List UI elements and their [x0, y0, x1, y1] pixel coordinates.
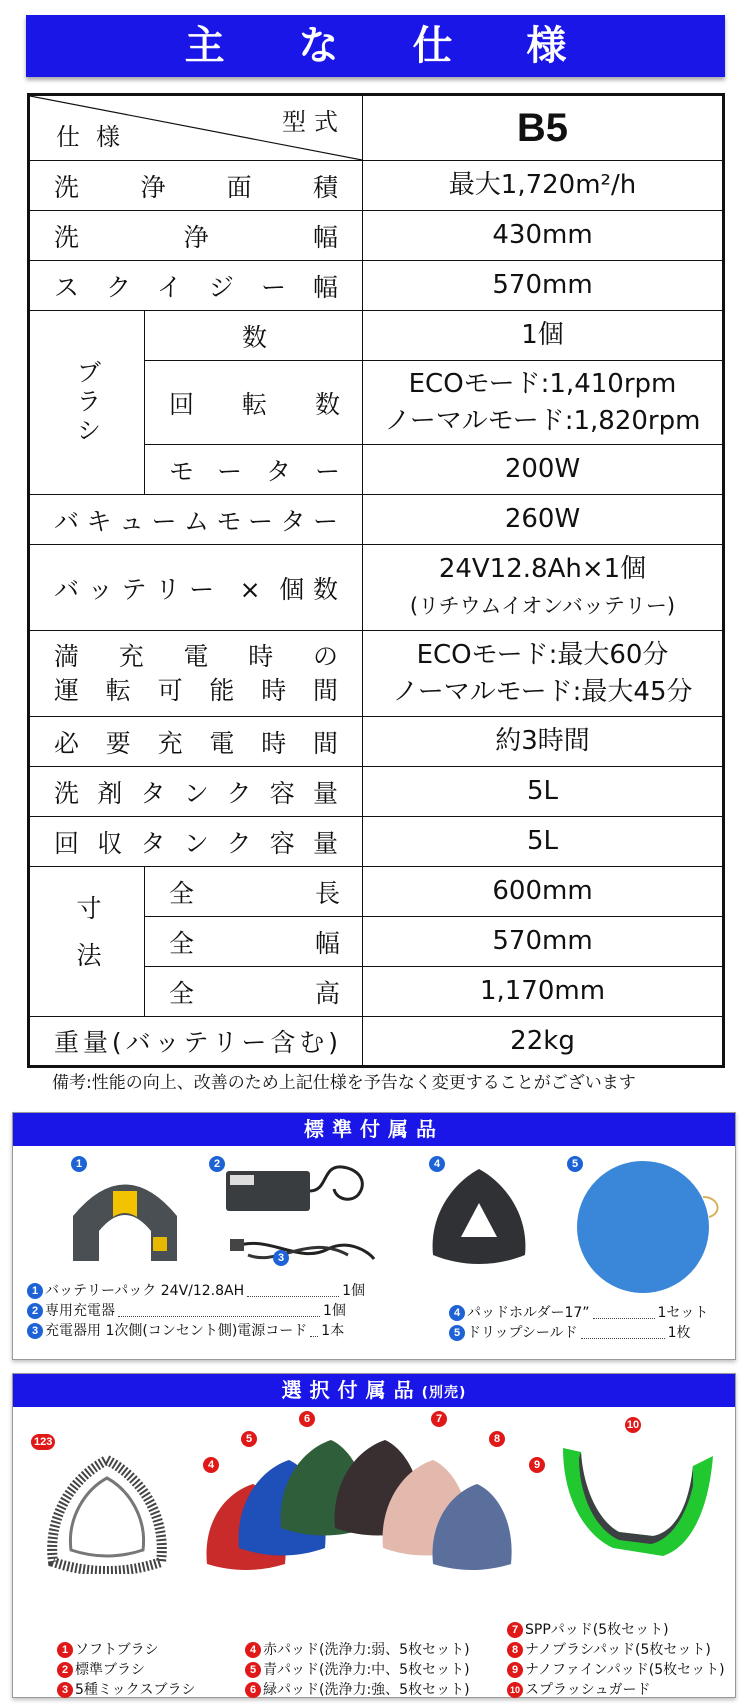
item-name: 赤パッド(洗浄力:弱、5枚セット): [263, 1642, 470, 1658]
row-label-length: 全長: [145, 867, 363, 917]
marker-3: 3: [273, 1250, 289, 1266]
row-label-vacuum: バキュームモーター: [29, 495, 363, 545]
standard-list-left: [27, 1281, 387, 1341]
item-number: 5: [449, 1325, 465, 1341]
spec-header-row: [29, 95, 724, 161]
row-value-vacuum: 260W: [363, 495, 724, 545]
brush-image: [43, 1454, 171, 1574]
leader-dots: [118, 1305, 320, 1317]
table-row: [29, 261, 724, 311]
item-number: 6: [245, 1682, 261, 1698]
table-row: [29, 1017, 724, 1067]
table-row: [29, 717, 724, 767]
spec-header-cell: [29, 95, 363, 161]
row-label-height: 全高: [145, 967, 363, 1017]
item-number: 1: [57, 1642, 73, 1658]
list-item: [27, 1281, 387, 1301]
item-number: 4: [449, 1305, 465, 1321]
row-value-detergent: 5L: [363, 767, 724, 817]
item-qty: 1個: [342, 1283, 366, 1299]
standard-accessories-banner: 標準付属品: [13, 1113, 735, 1146]
leader-dots: [593, 1307, 655, 1319]
list-item: [507, 1620, 725, 1640]
row-value-charge: 約3時間: [363, 717, 724, 767]
item-name: ソフトブラシ: [75, 1642, 159, 1658]
row-label-area: 洗浄面積: [29, 161, 363, 211]
main-title-banner: 主 な 仕 様: [26, 15, 725, 77]
item-name: 緑パッド(洗浄力:強、5枚セット): [263, 1682, 470, 1698]
list-item: [449, 1303, 719, 1323]
optional-list-col-3: [507, 1620, 725, 1700]
optional-accessories-banner: [13, 1374, 735, 1407]
list-item: [507, 1660, 725, 1680]
item-number: 2: [27, 1303, 43, 1319]
table-row: [29, 311, 724, 361]
marker-5: 5: [567, 1156, 583, 1172]
row-label-battery: バッテリー × 個数: [29, 545, 363, 631]
list-item: [57, 1680, 196, 1700]
row-value-length: 600mm: [363, 867, 724, 917]
item-number: 4: [245, 1642, 261, 1658]
group-label-dimensions: 寸法: [29, 867, 145, 1017]
item-qty: 1セット: [657, 1305, 709, 1321]
charger-image: [218, 1161, 378, 1225]
pad-holder-image: [425, 1163, 533, 1271]
row-value-area: 最大1,720m²/h: [363, 161, 724, 211]
power-cord-image: [228, 1225, 378, 1275]
item-qty: 1本: [321, 1323, 345, 1339]
row-value-width: 430mm: [363, 211, 724, 261]
item-name: ドリップシールド: [467, 1325, 578, 1341]
list-item: [27, 1301, 387, 1321]
table-row: [29, 211, 724, 261]
row-label-brush-motor: モーター: [145, 445, 363, 495]
marker-7: 7: [431, 1411, 447, 1427]
item-name: スプラッシュガード: [525, 1682, 651, 1698]
leader-dots: [247, 1285, 339, 1297]
table-row: [29, 767, 724, 817]
marker-8: 8: [489, 1431, 505, 1447]
row-value-squeegee: 570mm: [363, 261, 724, 311]
row-label-runtime: [29, 631, 363, 717]
battery-spec: 24V12.8Ah×1個: [438, 553, 647, 584]
table-row: [29, 495, 724, 545]
optional-accessories-suffix: (別売): [421, 1385, 467, 1401]
row-label-weight: 重量(バッテリー含む): [29, 1017, 363, 1067]
row-label-dim-width: 全幅: [145, 917, 363, 967]
list-item: [245, 1660, 470, 1680]
leader-dots: [581, 1327, 665, 1339]
pads-image: [193, 1414, 553, 1584]
item-name: パッドホルダー17”: [467, 1305, 590, 1321]
optional-list-col-1: [57, 1640, 196, 1700]
row-value-weight: 22kg: [363, 1017, 724, 1067]
row-value-height: 1,170mm: [363, 967, 724, 1017]
item-name: SPPパッド(5枚セット): [525, 1622, 669, 1638]
item-number: 9: [507, 1662, 523, 1678]
row-label-brush-rpm: 回転数: [145, 361, 363, 445]
marker-1: 1: [71, 1156, 87, 1172]
model-name: B5: [363, 95, 724, 161]
runtime-label-line-2: 運転可能時間: [54, 675, 340, 705]
table-row: [29, 817, 724, 867]
brush-rpm-normal: ノーマルモード:1,820rpm: [384, 405, 701, 436]
runtime-label-line-1: 満充電時の: [54, 641, 340, 671]
drip-shield-image: [573, 1157, 723, 1297]
item-qty: 1枚: [667, 1325, 691, 1341]
marker-10: 10: [626, 1419, 640, 1431]
row-label-recovery: 回収タンク容量: [29, 817, 363, 867]
spec-note: 備考:性能の向上、改善のため上記仕様を予告なく変更することがございます: [52, 1073, 636, 1093]
runtime-eco: ECOモード:最大60分: [416, 639, 669, 670]
item-name: 青パッド(洗浄力:中、5枚セット): [263, 1662, 470, 1678]
item-number: 2: [57, 1662, 73, 1678]
item-number: 10: [507, 1682, 523, 1698]
leader-dots: [310, 1325, 318, 1337]
list-item: [27, 1321, 387, 1341]
marker-4: 4: [203, 1457, 219, 1473]
spec-table: [27, 93, 725, 1068]
header-type-label: 型式: [282, 108, 346, 136]
list-item: [507, 1680, 725, 1700]
row-value-brush-count: 1個: [363, 311, 724, 361]
marker-6: 6: [299, 1411, 315, 1427]
marker-2: 2: [209, 1156, 225, 1172]
battery-pack-image: [63, 1161, 187, 1273]
row-value-brush-rpm: [363, 361, 724, 445]
row-label-width: 洗浄幅: [29, 211, 363, 261]
marker-5: 5: [241, 1431, 257, 1447]
list-item: [57, 1640, 196, 1660]
item-name: ナノブラシパッド(5枚セット): [525, 1642, 711, 1658]
row-value-dim-width: 570mm: [363, 917, 724, 967]
item-number: 5: [245, 1662, 261, 1678]
item-number: 3: [27, 1323, 43, 1339]
battery-type-note: (リチウムイオンバッテリー): [409, 593, 676, 618]
group-label-brush: ブラシ: [29, 311, 145, 495]
row-label-squeegee: スクイジー幅: [29, 261, 363, 311]
row-label-detergent: 洗剤タンク容量: [29, 767, 363, 817]
runtime-normal: ノーマルモード:最大45分: [392, 676, 693, 707]
optional-accessories-title: 選択付属品: [281, 1378, 422, 1402]
item-name: 充電器用 1次側(コンセント側)電源コード: [45, 1323, 308, 1339]
list-item: [245, 1680, 470, 1700]
standard-accessories-section: [12, 1112, 736, 1360]
marker-9: 9: [529, 1457, 545, 1473]
item-number: 8: [507, 1642, 523, 1658]
optional-list-col-2: [245, 1640, 470, 1700]
table-row: [29, 867, 724, 917]
row-value-battery: [363, 545, 724, 631]
header-spec-label: 仕様: [56, 123, 136, 151]
optional-accessories-section: [12, 1373, 736, 1698]
table-row: [29, 545, 724, 631]
row-label-charge: 必要充電時間: [29, 717, 363, 767]
item-qty: 1個: [323, 1303, 346, 1319]
row-value-runtime: [363, 631, 724, 717]
row-label-brush-count: 数: [145, 311, 363, 361]
item-name: ナノファインパッド(5枚セット): [525, 1662, 725, 1678]
splash-guard-image: [553, 1436, 723, 1566]
row-value-recovery: 5L: [363, 817, 724, 867]
item-number: 7: [507, 1622, 523, 1638]
standard-list-right: [449, 1303, 719, 1343]
table-row: [29, 631, 724, 717]
row-value-brush-motor: 200W: [363, 445, 724, 495]
brush-rpm-eco: ECOモード:1,410rpm: [408, 368, 677, 399]
marker-4: 4: [429, 1156, 445, 1172]
item-name: 5種ミックスブラシ: [75, 1682, 196, 1698]
marker-1-2-3: 123: [31, 1434, 55, 1450]
item-name: 専用充電器: [45, 1303, 115, 1319]
item-number: 3: [57, 1682, 73, 1698]
table-row: [29, 161, 724, 211]
list-item: [245, 1640, 470, 1660]
item-name: バッテリーパック 24V/12.8AH: [45, 1283, 245, 1299]
list-item: [449, 1323, 719, 1343]
item-name: 標準ブラシ: [75, 1662, 145, 1678]
list-item: [57, 1660, 196, 1680]
list-item: [507, 1640, 725, 1660]
item-number: 1: [27, 1283, 43, 1299]
